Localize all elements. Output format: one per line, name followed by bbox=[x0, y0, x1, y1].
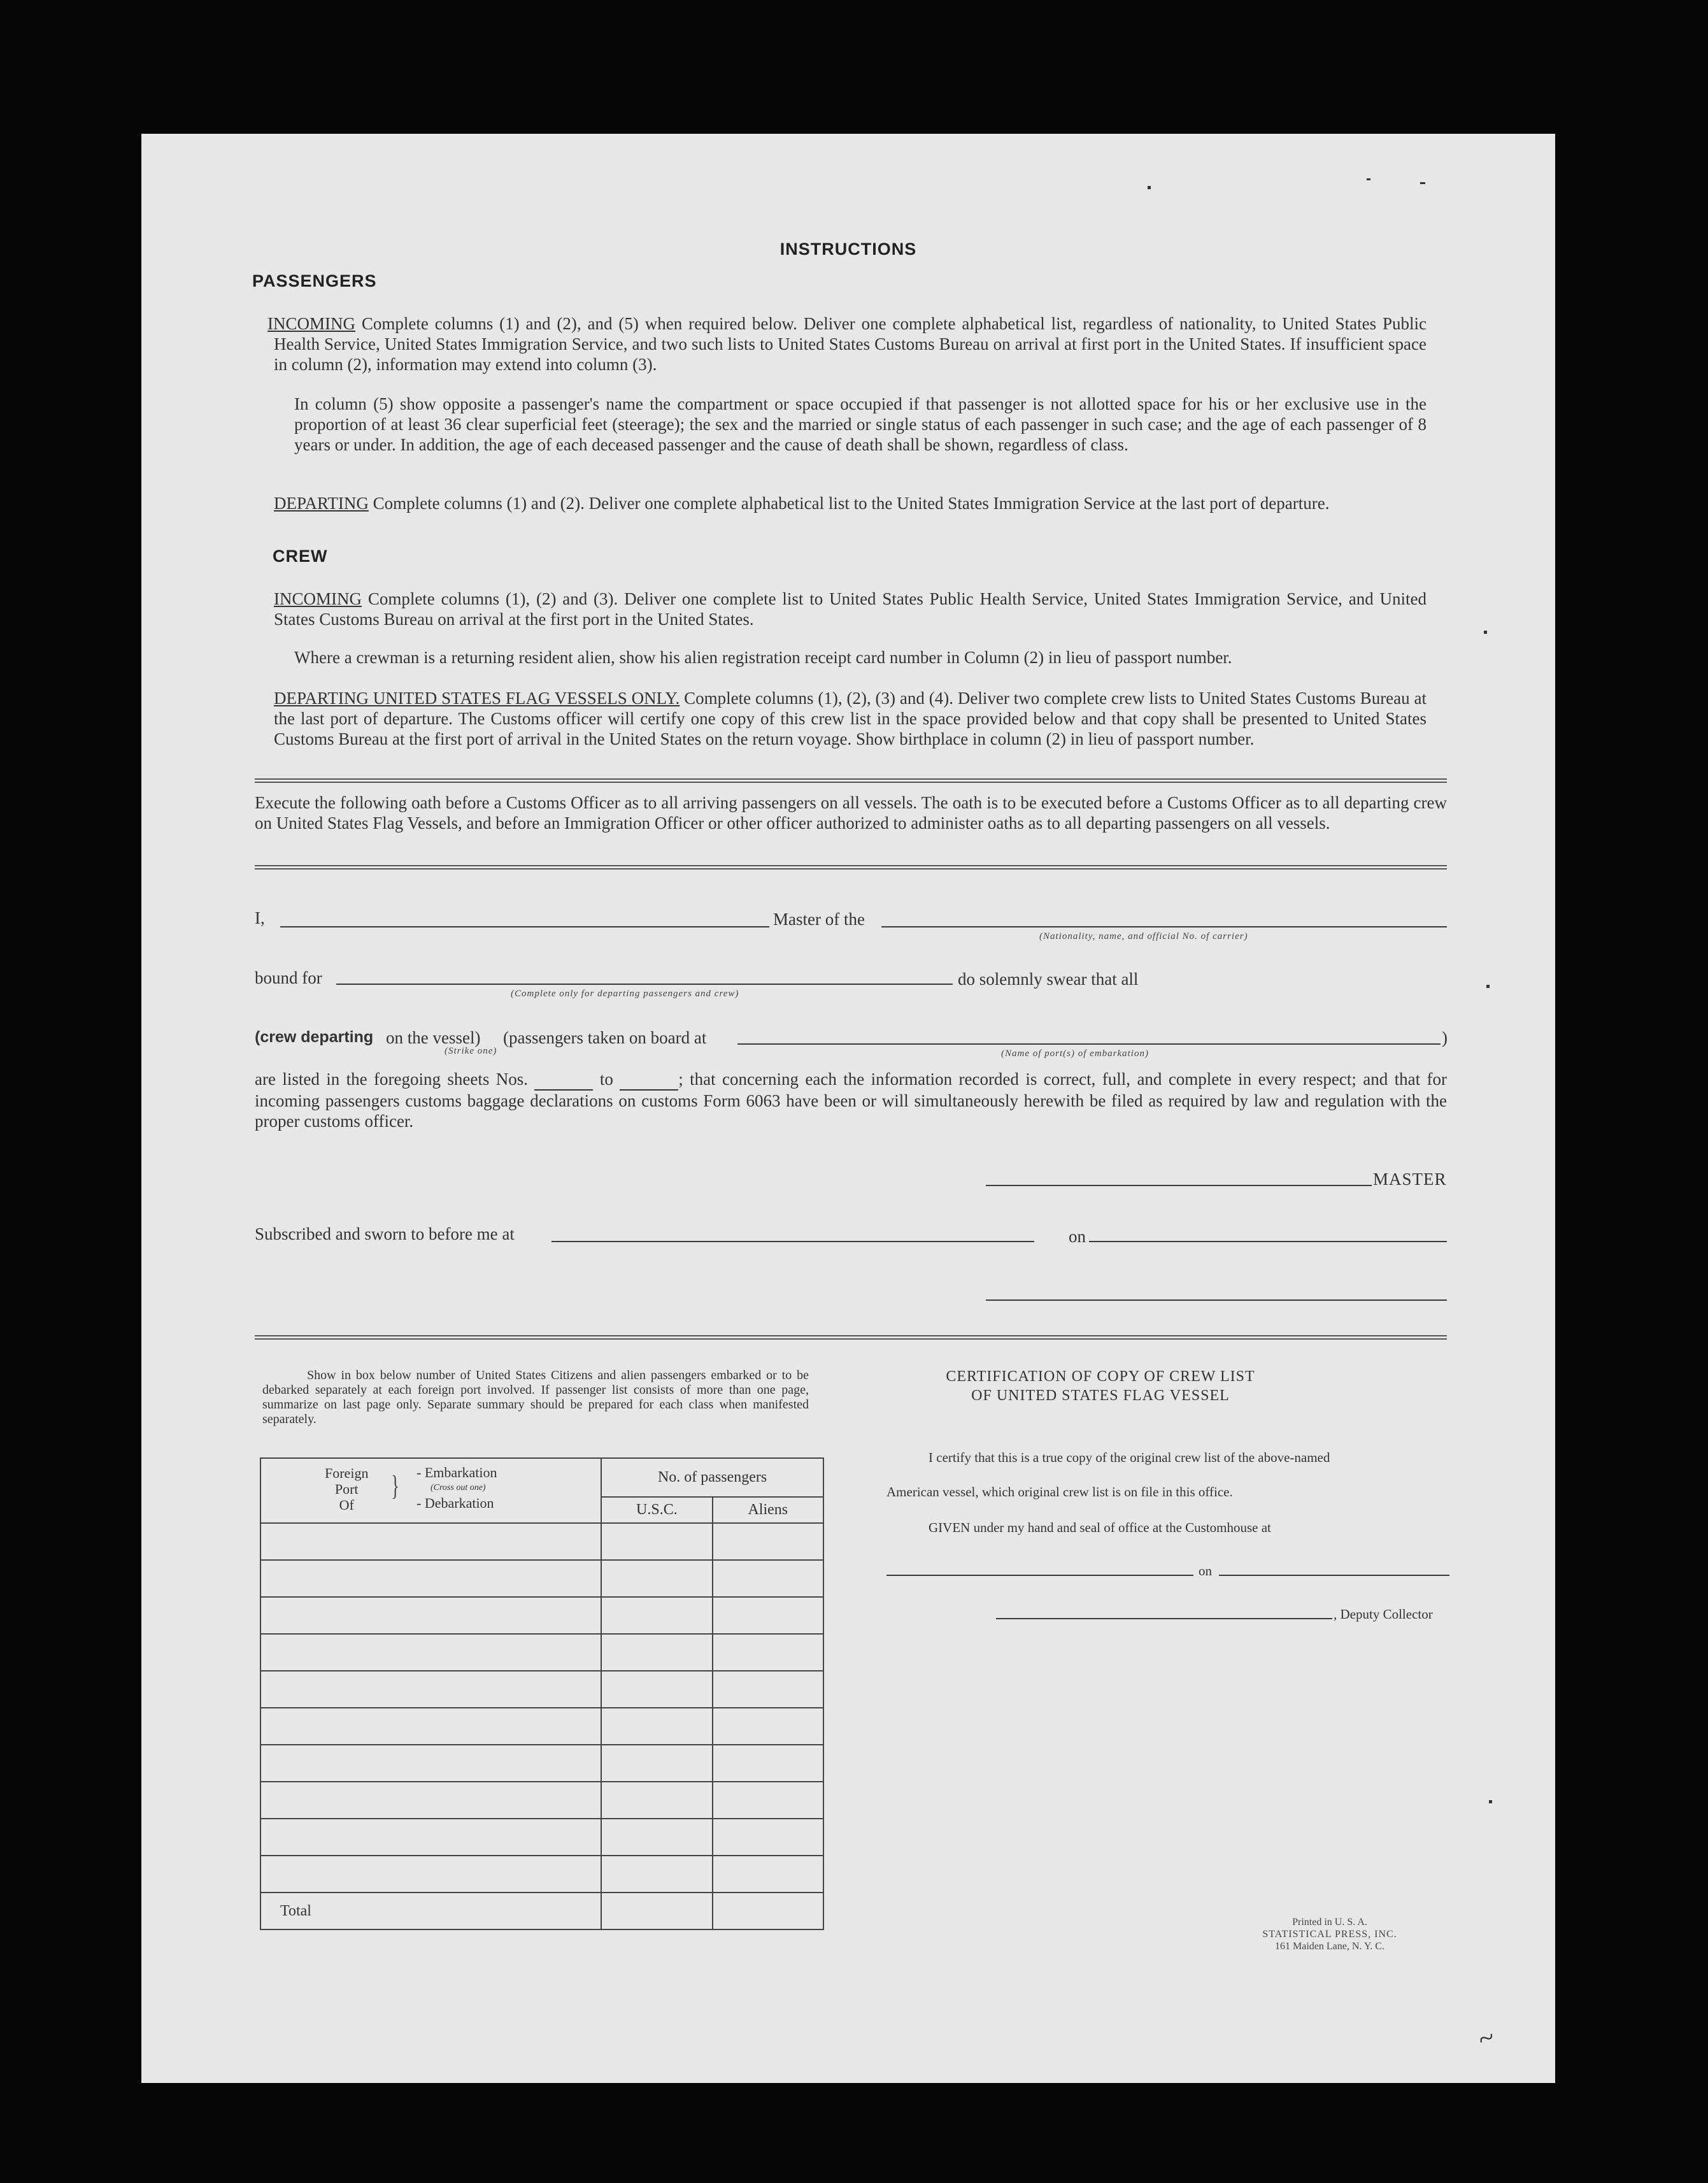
certification-heading-line-2: OF UNITED STATES FLAG VESSEL bbox=[971, 1387, 1230, 1404]
divider bbox=[255, 778, 1447, 783]
certification-heading-line-1: CERTIFICATION OF COPY OF CREW LIST bbox=[946, 1368, 1255, 1385]
close-paren: ) bbox=[1442, 1028, 1448, 1047]
debarkation-option[interactable]: - Debarkation bbox=[416, 1495, 494, 1511]
summary-instruction: Show in box below number of United States Citizens and alien passengers embarked or to be debarked separately at each foreign port involved. If passenger list consists of more than one page, summarize on last page only. Separate summary should be prepared for each class when manifested separately. bbox=[262, 1368, 809, 1426]
table-row bbox=[260, 1856, 823, 1893]
crew-resident-paragraph: Where a crewman is a returning resident alien, show his alien registration receipt card number in Column (2) in lieu of passport number. bbox=[294, 648, 1232, 667]
aliens-cell[interactable] bbox=[713, 1708, 823, 1745]
scan-speck bbox=[1148, 186, 1151, 189]
aliens-cell[interactable] bbox=[713, 1671, 823, 1708]
usc-cell[interactable] bbox=[601, 1597, 712, 1634]
aliens-cell[interactable] bbox=[713, 1782, 823, 1819]
certify-date-field[interactable] bbox=[1219, 1575, 1449, 1576]
certification-heading bbox=[884, 1367, 1317, 1405]
sheet-from-field[interactable] bbox=[534, 1069, 593, 1091]
port-cell[interactable] bbox=[260, 1745, 601, 1782]
passengers-incoming-label: INCOMING bbox=[267, 314, 355, 333]
scan-speck bbox=[1489, 1800, 1492, 1803]
pencil-mark: ~ bbox=[1474, 2021, 1499, 2056]
passengers-column5-paragraph: In column (5) show opposite a passenger's name the compartment or space occupied if that passenger is not allotted space for his or her exclusive use in the proportion of at least 36 clear superficial feet (steerage); the sex and the married or single status of each passenger in such case; and the age of each passenger of 8 years or under. In addition, the age of each deceased passenger and the cause of death shall be shown, regardless of class. bbox=[294, 394, 1427, 454]
crew-departing-paragraph bbox=[274, 688, 1427, 749]
aliens-cell[interactable] bbox=[713, 1819, 823, 1856]
listed-text-2: ; that concerning each the information recorded is correct, full, and complete in every respect; and that for incoming passengers customs baggage declarations on customs Form 6063 have been or will simultaneously herewith be filed as required by law and regulation with the proper customs officer. bbox=[255, 1070, 1448, 1131]
usc-cell[interactable] bbox=[601, 1523, 712, 1560]
listed-text-1: are listed in the foregoing sheets Nos. bbox=[255, 1070, 529, 1089]
port-label: Port bbox=[334, 1481, 359, 1497]
subscribed-label: Subscribed and sworn to before me at bbox=[255, 1224, 515, 1243]
usc-total-cell[interactable] bbox=[601, 1893, 712, 1929]
carrier-hint: (Nationality, name, and official No. of carrier) bbox=[1039, 931, 1248, 941]
port-cell[interactable] bbox=[260, 1819, 601, 1856]
swear-text: do solemnly swear that all bbox=[958, 970, 1139, 989]
usc-cell[interactable] bbox=[601, 1745, 712, 1782]
passengers-heading: PASSENGERS bbox=[252, 271, 377, 290]
total-label: Total bbox=[260, 1893, 601, 1929]
page-title: INSTRUCTIONS bbox=[779, 240, 917, 259]
table-row bbox=[260, 1671, 823, 1708]
divider bbox=[255, 1335, 1447, 1340]
foreign-label: Foreign bbox=[325, 1465, 369, 1481]
sheets-paragraph bbox=[255, 1069, 1447, 1131]
table-row bbox=[260, 1819, 823, 1856]
passenger-summary-table bbox=[260, 1457, 824, 1930]
port-cell[interactable] bbox=[260, 1560, 601, 1597]
deputy-collector-label: , Deputy Collector bbox=[1334, 1607, 1433, 1622]
embarkation-ports-field[interactable] bbox=[737, 1043, 1441, 1045]
total-row bbox=[260, 1893, 823, 1929]
sworn-place-field[interactable] bbox=[552, 1241, 1034, 1242]
table-row bbox=[260, 1782, 823, 1819]
sheet-to-field[interactable] bbox=[620, 1069, 678, 1091]
aliens-cell[interactable] bbox=[713, 1634, 823, 1671]
bound-for-field[interactable] bbox=[336, 984, 953, 985]
port-cell[interactable] bbox=[260, 1523, 601, 1560]
port-header-cell bbox=[260, 1458, 601, 1523]
table-row bbox=[260, 1634, 823, 1671]
passengers-departing-paragraph bbox=[274, 493, 1427, 513]
crew-incoming-label: INCOMING bbox=[274, 589, 362, 608]
certify-line-1: I certify that this is a true copy of the original crew list of the above-named bbox=[929, 1450, 1330, 1465]
port-cell[interactable] bbox=[260, 1634, 601, 1671]
usc-cell[interactable] bbox=[601, 1782, 712, 1819]
certify-on-label: on bbox=[1199, 1563, 1212, 1578]
table-row bbox=[260, 1560, 823, 1597]
aliens-header: Aliens bbox=[713, 1497, 823, 1523]
passengers-taken-option: (passengers taken on board at bbox=[503, 1028, 707, 1047]
oath-i-label: I, bbox=[255, 908, 265, 927]
crew-heading: CREW bbox=[273, 547, 328, 566]
passengers-incoming-paragraph bbox=[267, 313, 1427, 375]
port-cell[interactable] bbox=[260, 1782, 601, 1819]
bound-for-label: bound for bbox=[255, 968, 322, 987]
given-line: GIVEN under my hand and seal of office at the Customhouse at bbox=[929, 1520, 1271, 1535]
divider bbox=[255, 865, 1447, 870]
aliens-total-cell[interactable] bbox=[713, 1893, 823, 1929]
usc-cell[interactable] bbox=[601, 1560, 712, 1597]
table-row bbox=[260, 1708, 823, 1745]
embarkation-option[interactable]: - Embarkation bbox=[416, 1464, 497, 1480]
aliens-cell[interactable] bbox=[713, 1560, 823, 1597]
usc-cell[interactable] bbox=[601, 1708, 712, 1745]
of-label: Of bbox=[339, 1497, 354, 1513]
usc-header: U.S.C. bbox=[601, 1497, 712, 1523]
form-page bbox=[141, 134, 1555, 2083]
bound-for-hint: (Complete only for departing passengers and crew) bbox=[511, 989, 739, 999]
crew-incoming-paragraph bbox=[274, 589, 1427, 629]
master-label: MASTER bbox=[1373, 1170, 1447, 1189]
customhouse-field[interactable] bbox=[886, 1575, 1193, 1576]
deputy-signature-field[interactable] bbox=[996, 1618, 1332, 1619]
scan-speck bbox=[1486, 985, 1490, 988]
printer-line-3: 161 Maiden Lane, N. Y. C. bbox=[1275, 1941, 1384, 1952]
usc-cell[interactable] bbox=[601, 1634, 712, 1671]
table-row bbox=[260, 1597, 823, 1634]
usc-cell[interactable] bbox=[601, 1856, 712, 1893]
aliens-cell[interactable] bbox=[713, 1597, 823, 1634]
aliens-cell[interactable] bbox=[713, 1745, 823, 1782]
scan-speck bbox=[1420, 182, 1425, 184]
usc-cell[interactable] bbox=[601, 1671, 712, 1708]
officer-signature-field[interactable] bbox=[986, 1299, 1447, 1301]
table-row bbox=[260, 1523, 823, 1560]
aliens-cell[interactable] bbox=[713, 1523, 823, 1560]
crew-incoming-text: Complete columns (1), (2) and (3). Deliver one complete list to United States Public Health Service, United States Immigration Service, and United States Customs Bureau on arrival at the first port in the United States. bbox=[274, 589, 1427, 629]
port-cell[interactable] bbox=[260, 1671, 601, 1708]
aliens-cell[interactable] bbox=[713, 1856, 823, 1893]
no-passengers-header: No. of passengers bbox=[601, 1458, 823, 1497]
usc-cell[interactable] bbox=[601, 1819, 712, 1856]
strike-one-hint: (Strike one) bbox=[445, 1046, 497, 1056]
port-cell[interactable] bbox=[260, 1708, 601, 1745]
crew-departing-text: Complete columns (1), (2), (3) and (4). Deliver two complete crew lists to United States Customs Bureau at the last port of departure. The Customs officer will certify one copy of this crew list in the space provided below and that copy shall be presented to United States Customs Bureau at the first port of arrival in the United States on the return voyage. Show birthplace in column (2) in lieu of passport number. bbox=[274, 689, 1427, 748]
sworn-date-field[interactable] bbox=[1089, 1241, 1447, 1242]
carrier-field[interactable] bbox=[881, 926, 1447, 927]
on-the-vessel-text: on the vessel) bbox=[386, 1028, 481, 1047]
to-label: to bbox=[599, 1070, 613, 1089]
ports-hint: (Name of port(s) of embarkation) bbox=[1001, 1049, 1149, 1059]
master-signature-field[interactable] bbox=[986, 1185, 1372, 1186]
oath-instruction: Execute the following oath before a Customs Officer as to all arriving passengers on all vessels. The oath is to be executed before a Customs Officer as to all departing crew on United States Flag Vessels, and before an Immigration Officer or other officer authorized to administer oaths as to all departing passengers on all vessels. bbox=[255, 793, 1447, 833]
passengers-departing-label: DEPARTING bbox=[274, 494, 369, 513]
master-of-the-label: Master of the bbox=[773, 910, 865, 929]
brace-icon: } bbox=[391, 1470, 399, 1501]
certify-line-2: American vessel, which original crew list is on file in this office. bbox=[886, 1484, 1233, 1499]
cross-out-hint: (Cross out one) bbox=[431, 1483, 486, 1492]
printer-line-2: STATISTICAL PRESS, INC. bbox=[1262, 1929, 1397, 1940]
scan-speck bbox=[1484, 631, 1487, 634]
port-cell[interactable] bbox=[260, 1856, 601, 1893]
passengers-departing-text: Complete columns (1) and (2). Deliver one complete alphabetical list to the United States Immigration Service at the last port of departure. bbox=[373, 494, 1330, 513]
sworn-on-label: on bbox=[1069, 1227, 1086, 1246]
scan-speck bbox=[1367, 178, 1370, 180]
table-row bbox=[260, 1745, 823, 1782]
printer-imprint bbox=[1234, 1916, 1425, 1952]
crew-departing-label: DEPARTING UNITED STATES FLAG VESSELS ONLY. bbox=[274, 689, 680, 708]
master-name-field[interactable] bbox=[280, 926, 769, 927]
printer-line-1: Printed in U. S. A. bbox=[1292, 1917, 1367, 1928]
crew-departing-option: (crew departing bbox=[255, 1028, 374, 1046]
passengers-incoming-text: Complete columns (1) and (2), and (5) when required below. Deliver one complete alphabetical list, regardless of nationality, to United States Public Health Service, United States Immigration Service, and two such lists to United States Customs Bureau on arrival at first port in the United States. If insufficient space in column (2), information may extend into column (3). bbox=[274, 314, 1427, 374]
port-cell[interactable] bbox=[260, 1597, 601, 1634]
